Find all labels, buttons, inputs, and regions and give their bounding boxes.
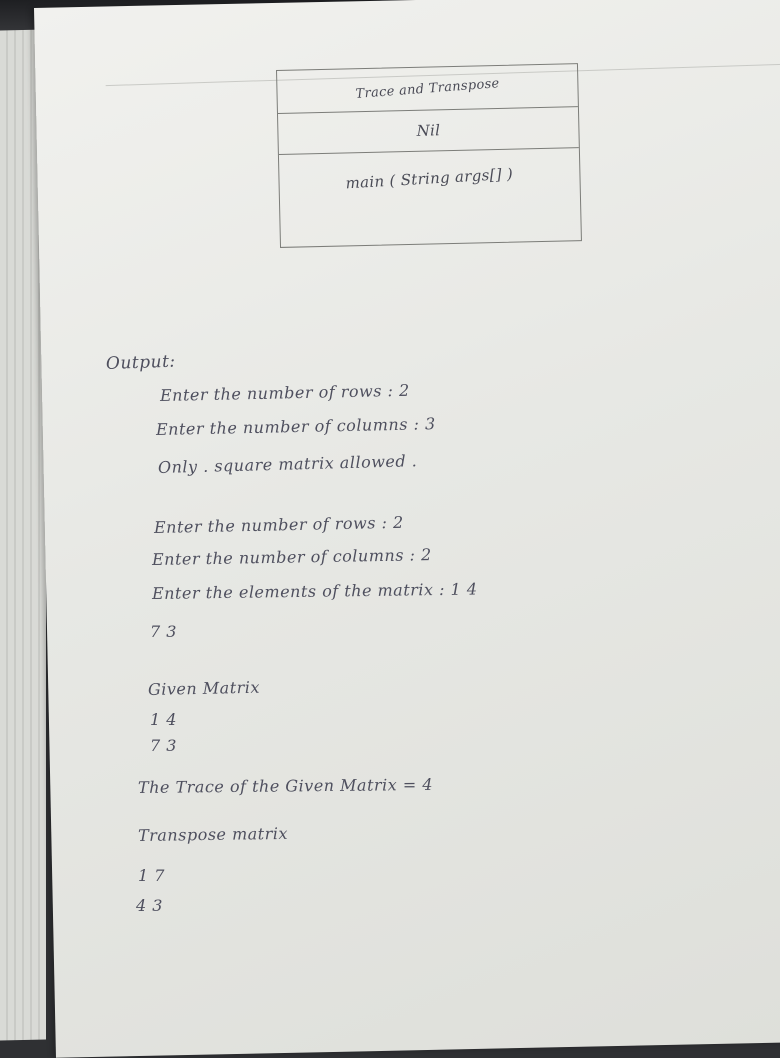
uml-class-name-cell [277,64,578,114]
run2-elements-row2: 7 3 [150,622,177,641]
output-heading: Output: [105,351,176,374]
given-matrix-row1: 1 4 [150,710,177,729]
trace-result: The Trace of the Given Matrix = 4 [137,774,434,797]
run2-elements-prompt: Enter the elements of the matrix : 1 4 [151,579,478,603]
transpose-matrix-row2: 4 3 [136,896,163,915]
uml-attributes: Nil [416,121,441,140]
run1-error-message: Only . square matrix allowed . [157,451,418,477]
run1-rows-prompt: Enter the number of rows : 2 [159,380,410,405]
run2-cols-prompt: Enter the number of columns : 2 [151,545,432,569]
given-matrix-row2: 7 3 [150,736,177,755]
run2-rows-prompt: Enter the number of rows : 2 [153,512,404,537]
uml-class-diagram [276,63,582,248]
transpose-matrix-row1: 1 7 [138,866,165,885]
uml-class-name: Trace and Transpose [354,75,500,102]
uml-methods-cell [279,148,581,247]
given-matrix-label: Given Matrix [147,677,261,699]
uml-methods: main ( String args[] ) [345,164,514,193]
run1-cols-prompt: Enter the number of columns : 3 [155,414,436,439]
transpose-matrix-label: Transpose matrix [137,823,289,845]
uml-attributes-cell [278,107,579,155]
